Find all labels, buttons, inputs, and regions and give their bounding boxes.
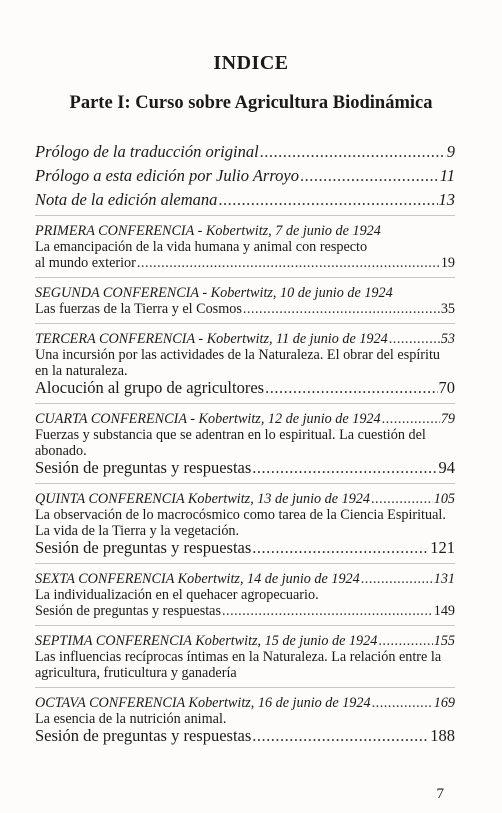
toc-line-text: Una incursión por las actividades de la Naturaleza. El obrar del espíritu [35,347,440,363]
toc-section [35,223,455,271]
toc-section [35,331,455,397]
toc-entry-page: 121 [430,538,455,557]
conference-heading [35,491,455,507]
toc-entry-page: 149 [433,603,455,619]
toc-line-text: La individualización en el quehacer agropecuario. [35,587,319,603]
toc-line [35,427,455,443]
toc-line [35,539,455,557]
divider [35,625,455,626]
toc-line-text: La esencia de la nutrición animal. [35,711,227,727]
toc-line [35,603,455,619]
toc-line-text: Alocución al grupo de agricultores [35,378,265,397]
toc-line-text: La vida de la Tierra y la vegetación. [35,523,240,539]
conference-heading [35,223,455,239]
leader-dots [137,255,440,271]
leader-dots [382,411,440,427]
divider [35,277,455,278]
conference-heading-text: OCTAVA CONFERENCIA Kobertwitz, 16 de junio de 1924 [35,695,371,711]
toc-line-text: agricultura, fruticultura y ganadería [35,665,237,681]
toc-entry-page: 105 [433,491,455,507]
conference-heading [35,695,455,711]
leader-dots [260,143,446,161]
toc-line [35,347,455,363]
toc-entry-page: 131 [433,571,455,587]
toc-line [35,379,455,397]
divider [35,215,455,216]
toc-line-text: abonado. [35,443,87,459]
toc-line-text: Fuerzas y substancia que se adentran en lo espiritual. La cuestión del [35,427,426,443]
toc-section [35,695,455,745]
toc-line [35,711,455,727]
divider [35,323,455,324]
divider [35,403,455,404]
toc-entry-title: Prólogo a esta edición por Julio Arroyo [35,166,299,185]
toc-entry [35,167,455,185]
toc-line [35,649,455,665]
toc-line-text: Las influencias recíprocas íntimas en la Naturaleza. La relación entre la [35,649,442,665]
leader-dots [218,191,437,209]
toc-line-text: La emancipación de la vida humana y animal con respecto [35,239,368,255]
toc-entry-page: 188 [430,726,455,745]
toc-line [35,665,455,681]
leader-dots [389,331,440,347]
toc-section [35,571,455,619]
toc-entry-page: 13 [438,190,455,209]
toc-section [35,491,455,557]
leader-dots [265,379,437,397]
toc-section [35,411,455,477]
toc-line-text: en la naturaleza. [35,363,128,379]
conference-heading-text: TERCERA CONFERENCIA - Kobertwitz, 11 de junio de 1924 [35,331,388,347]
leader-dots [252,459,437,477]
toc-line-text: Sesión de preguntas y respuestas [35,458,252,477]
leader-dots [252,727,429,745]
toc-entry-page: 19 [440,255,455,271]
conference-heading-text: PRIMERA CONFERENCIA - Kobertwitz, 7 de junio de 1924 [35,223,381,239]
toc-entry [35,191,455,209]
toc-line-text: Sesión de preguntas y respuestas [35,603,221,619]
toc-line [35,239,455,255]
toc-entry-title: Nota de la edición alemana [35,190,218,209]
toc-line-text: Sesión de preguntas y respuestas [35,538,252,557]
toc-line-text: La observación de lo macrocósmico como tarea de la Ciencia Espiritual. [35,507,446,523]
divider [35,483,455,484]
conference-heading [35,285,455,301]
leader-dots [252,539,429,557]
toc-line [35,507,455,523]
conference-heading-text: SEPTIMA CONFERENCIA Kobertwitz, 15 de junio de 1924 [35,633,378,649]
table-of-contents [35,143,455,745]
conference-heading [35,633,455,649]
page-title: INDICE [213,52,289,74]
conference-heading [35,331,455,347]
toc-section [35,633,455,681]
toc-entry-page: 155 [433,633,455,649]
conference-heading [35,571,455,587]
conference-heading [35,411,455,427]
conference-heading-text: SEXTA CONFERENCIA Kobertwitz, 14 de junio de 1924 [35,571,360,587]
toc-entry-page: 70 [438,378,455,397]
toc-line [35,459,455,477]
conference-heading-text: CUARTA CONFERENCIA - Kobertwitz, 12 de junio de 1924 [35,411,381,427]
toc-entry-page: 9 [446,142,455,161]
toc-entry-page: 53 [440,331,455,347]
leader-dots [243,301,440,317]
leader-dots [371,491,433,507]
toc-entry-page: 11 [439,166,455,185]
toc-line [35,255,455,271]
toc-entry-title: Prólogo de la traducción original [35,142,259,161]
conference-heading-text: QUINTA CONFERENCIA Kobertwitz, 13 de junio de 1924 [35,491,370,507]
toc-line [35,443,455,459]
toc-section [35,285,455,317]
toc-entry-page: 94 [438,458,455,477]
toc-entry-page: 35 [440,301,455,317]
toc-line [35,363,455,379]
toc-line [35,587,455,603]
leader-dots [300,167,439,185]
toc-line-text: Las fuerzas de la Tierra y el Cosmos [35,301,242,317]
page-number: 7 [436,786,444,802]
leader-dots [222,603,433,619]
part-subtitle: Parte I: Curso sobre Agricultura Biodinámica [69,93,433,113]
toc-line [35,301,455,317]
toc-line [35,523,455,539]
toc-line [35,727,455,745]
toc-entry-page: 169 [433,695,455,711]
divider [35,563,455,564]
leader-dots [378,633,432,649]
conference-heading-text: SEGUNDA CONFERENCIA - Kobertwitz, 10 de junio de 1924 [35,285,393,301]
leader-dots [361,571,433,587]
divider [35,687,455,688]
toc-line-text: Sesión de preguntas y respuestas [35,726,252,745]
leader-dots [372,695,433,711]
toc-entry-page: 79 [440,411,455,427]
toc-line-text: al mundo exterior [35,255,136,271]
toc-entry [35,143,455,161]
